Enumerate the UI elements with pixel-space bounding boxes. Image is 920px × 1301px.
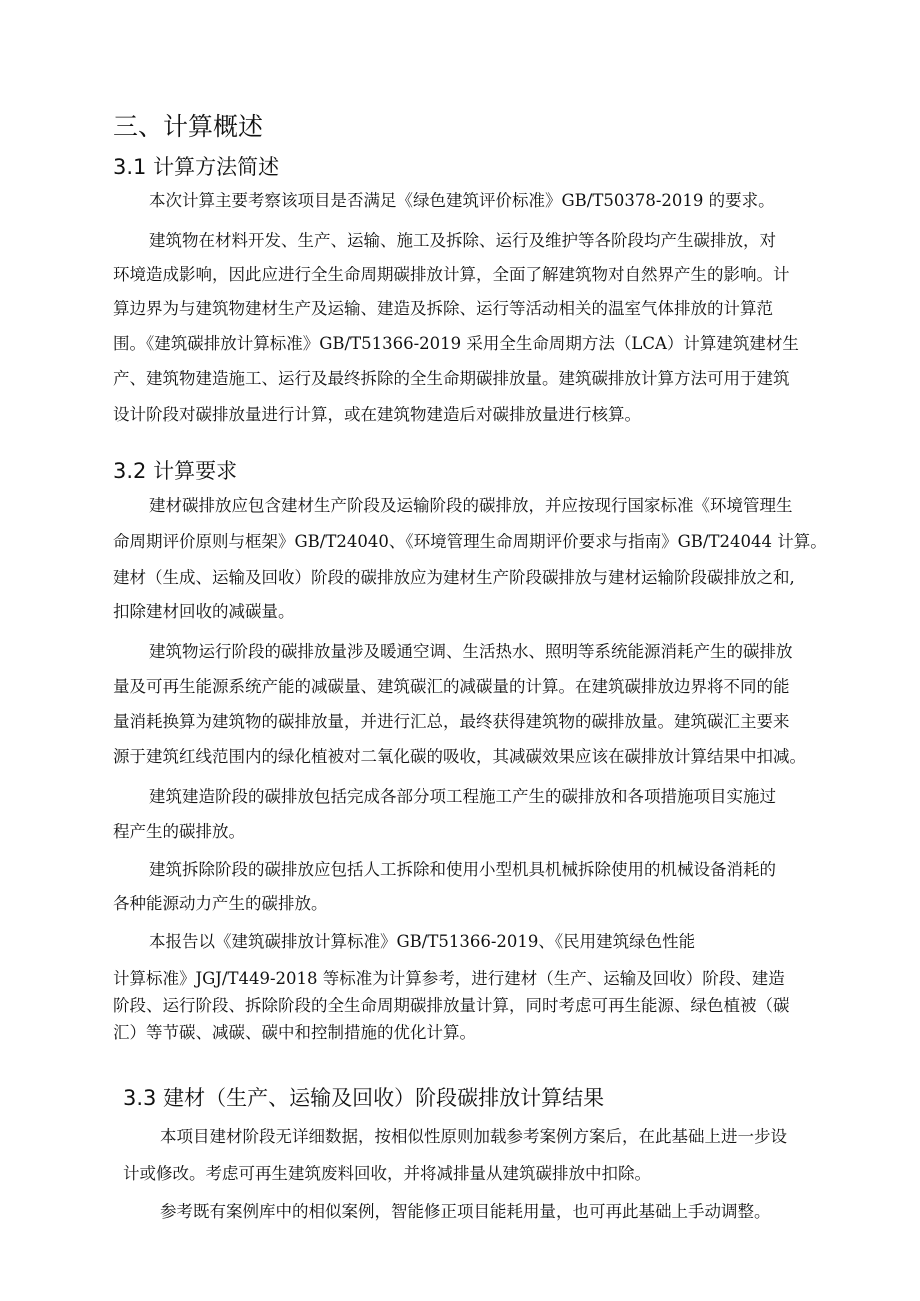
section-heading-3-1: 3.1 计算方法简述 (113, 155, 280, 179)
paragraph-line: 产、建筑物建造施工、运行及最终拆除的全生命期碳排放量。建筑碳排放计算方法可用于建筑 (113, 369, 790, 388)
chapter-heading: 三、计算概述 (113, 112, 264, 141)
paragraph-line: 本报告以《建筑碳排放计算标准》GB/T51366-2019、《民用建筑绿色性能 (149, 932, 696, 951)
section-heading-3-2: 3.2 计算要求 (113, 459, 238, 483)
paragraph-line: 扣除建材回收的减碳量。 (113, 602, 295, 621)
paragraph-line: 建材碳排放应包含建材生产阶段及运输阶段的碳排放，并应按现行国家标准《环境管理生 (149, 496, 793, 515)
paragraph-line: 环境造成影响，因此应进行全生命周期碳排放计算，全面了解建筑物对自然界产生的影响。计 (113, 265, 790, 284)
paragraph-line: 源于建筑红线范围内的绿化植被对二氧化碳的吸收，其减碳效果应该在碳排放计算结果中扣减。 (113, 747, 806, 766)
paragraph-line: 各种能源动力产生的碳排放。 (113, 894, 328, 913)
paragraph-line: 本次计算主要考察该项目是否满足《绿色建筑评价标准》GB/T50378-2019 的要求。 (149, 191, 775, 210)
section-heading-3-3: 3.3 建材（生产、运输及回收）阶段碳排放计算结果 (123, 1086, 605, 1110)
paragraph-line: 建筑建造阶段的碳排放包括完成各部分项工程施工产生的碳排放和各项措施项目实施过 (149, 787, 776, 806)
paragraph-line: 计或修改。考虑可再生建筑废料回收，并将减排量从建筑碳排放中扣除。 (123, 1164, 651, 1183)
paragraph-line: 建筑物在材料开发、生产、运输、施工及拆除、运行及维护等各阶段均产生碳排放，对 (149, 231, 776, 250)
paragraph-line: 量及可再生能源系统产能的减碳量、建筑碳汇的减碳量的计算。在建筑碳排放边界将不同的能 (113, 677, 790, 696)
paragraph-line: 围。《建筑碳排放计算标准》GB/T51366-2019 采用全生命周期方法（LCA）计算建筑建材生 (113, 334, 799, 353)
paragraph-line: 本项目建材阶段无详细数据，按相似性原则加载参考案例方案后，在此基础上进一步设 (160, 1127, 787, 1146)
paragraph-line: 算边界为与建筑物建材生产及运输、建造及拆除、运行等活动相关的温室气体排放的计算范 (113, 299, 773, 318)
paragraph-line: 汇）等节碳、减碳、碳中和控制措施的优化计算。 (113, 1023, 476, 1042)
paragraph-line: 程产生的碳排放。 (113, 822, 245, 841)
paragraph-line: 命周期评价原则与框架》GB/T24040、《环境管理生命周期评价要求与指南》GB/T24044 计算。 (113, 532, 827, 551)
paragraph-line: 阶段、运行阶段、拆除阶段的全生命周期碳排放量计算，同时考虑可再生能源、绿色植被（碳 (113, 996, 790, 1015)
paragraph-line: 建筑物运行阶段的碳排放量涉及暖通空调、生活热水、照明等系统能源消耗产生的碳排放 (149, 642, 793, 661)
paragraph-line: 量消耗换算为建筑物的碳排放量，并进行汇总，最终获得建筑物的碳排放量。建筑碳汇主要来 (113, 712, 790, 731)
paragraph-line: 建筑拆除阶段的碳排放应包括人工拆除和使用小型机具机械拆除使用的机械设备消耗的 (149, 860, 776, 879)
paragraph-line: 设计阶段对碳排放量进行计算，或在建筑物建造后对碳排放量进行核算。 (113, 405, 641, 424)
paragraph-line: 计算标准》JGJ/T449-2018 等标准为计算参考，进行建材（生产、运输及回收）阶段、建造 (113, 969, 785, 988)
paragraph-line: 建材（生成、运输及回收）阶段的碳排放应为建材生产阶段碳排放与建材运输阶段碳排放之和, (113, 568, 795, 587)
paragraph-line: 参考既有案例库中的相似案例，智能修正项目能耗用量，也可再此基础上手动调整。 (160, 1202, 771, 1221)
